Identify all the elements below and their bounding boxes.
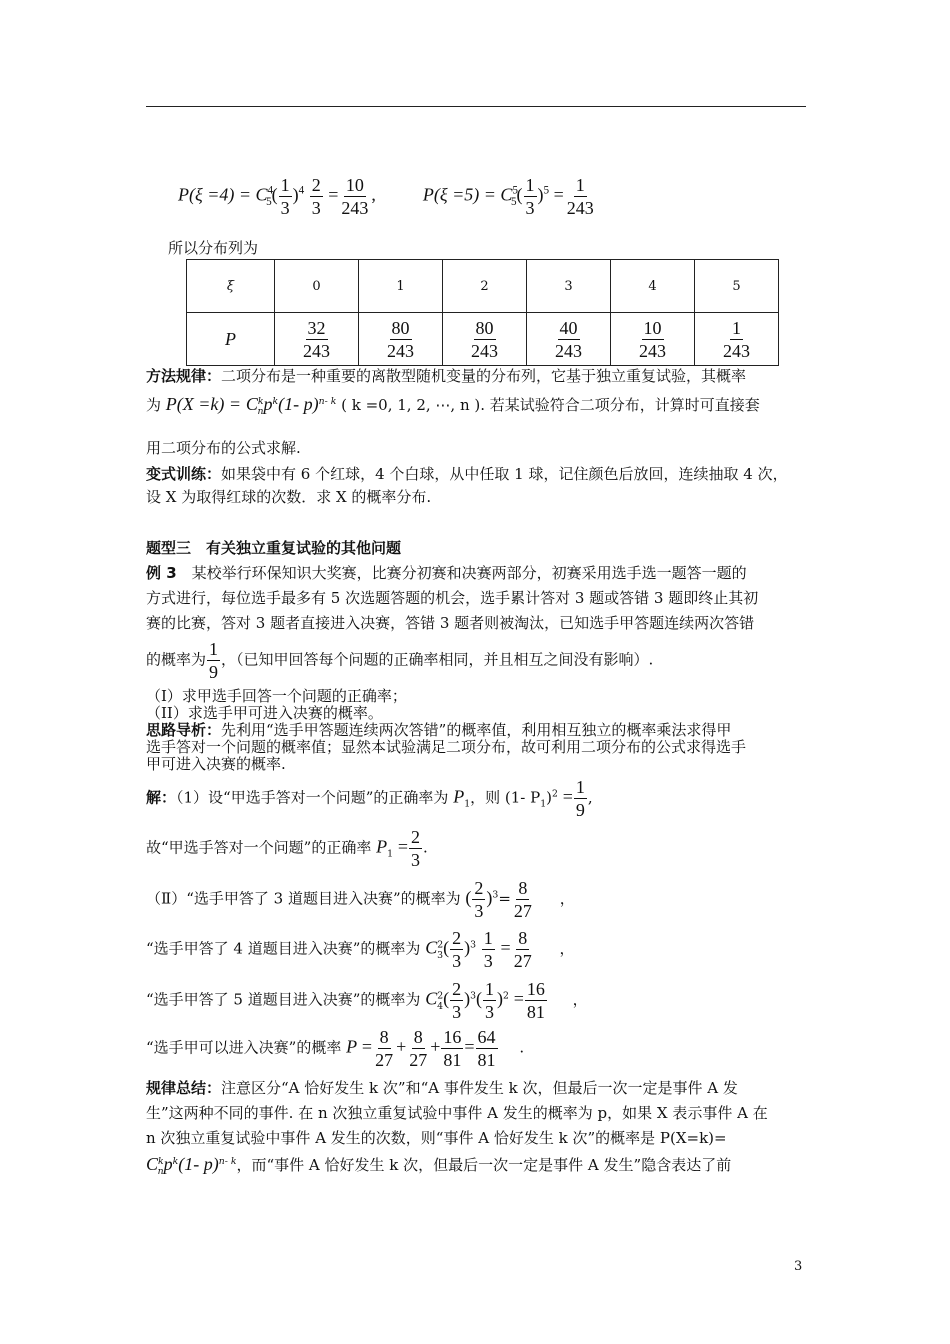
variant-line2: 设 X 为取得红球的次数．求 X 的概率分布. (146, 488, 432, 506)
table-row (187, 260, 779, 313)
analysis-label: 思路导析： (146, 721, 222, 739)
solution-label: 解： (146, 788, 177, 807)
fraction: $\frac{2}{3}$ (410, 827, 420, 870)
fraction: $\frac{64}{81}$ (477, 1027, 496, 1070)
solution-line5: “选手甲答了 5 道题目进入决赛”的概率为 $C^2_4$( $\frac{2}{3}$ )$^3$( $\frac{1}{3}$ )$^2$ = $\frac{16}{81}$ ， (146, 979, 588, 1022)
summary-line3: n 次独立重复试验中事件 A 发生的次数，则“事件 A 恰好发生 k 次”的概率是 P(X=k)= (146, 1129, 727, 1147)
p-value: $\frac{40}{243}$ (527, 313, 611, 366)
example-label: 例 3 (146, 564, 177, 582)
header-rule (146, 106, 806, 107)
method-label: 方法规律： (146, 367, 222, 385)
p-value: $\frac{80}{243}$ (359, 313, 443, 366)
fraction: $\frac{8}{27}$ (375, 1027, 394, 1070)
xi-value: 5 (695, 260, 779, 313)
fraction: $\frac{2}{3}$ (452, 928, 462, 971)
fraction: $\frac{10}{243}$ (341, 175, 369, 218)
fraction: $\frac{8}{27}$ (513, 878, 532, 921)
summary-label: 规律总结： (146, 1079, 222, 1097)
analysis-line1: 思路导析：先利用“选手甲答题连续两次答错”的概率值，利用相互独立的概率乘法求得甲 (146, 721, 732, 739)
fraction: $\frac{16}{81}$ (443, 1027, 462, 1070)
example-line3: 赛的比赛，答对 3 题者直接进入决赛，答错 3 题者则被淘汰，已知选手甲答题连续两次答错 (146, 614, 755, 632)
fraction: $\frac{1}{243}$ (566, 175, 594, 218)
p-value: $\frac{10}{243}$ (611, 313, 695, 366)
summary-line2: 生”这两种不同的事件. 在 n 次独立重复试验中事件 A 发生的概率为 p，如果 X 表示事件 A 在 (146, 1104, 768, 1122)
solution-line1: 解：（1）设“甲选手答对一个问题”的正确率为 $P_1$，则 (1- $P_1)^2$ = $\frac{1}{9}$ , (146, 777, 593, 820)
method-line2: 为 $P(X =k) = C^k_np^k(1-$ p)$^{n- k}$ ( k =0, 1, 2, ⋯, n ). 若某试验符合二项分布，计算时可直接套 (146, 394, 760, 417)
solution-line2: 故“甲选手答对一个问题”的正确率 $P_1$ = $\frac{2}{3}$ . (146, 827, 428, 870)
fraction: $\frac{2}{3}$ (474, 878, 484, 921)
xi-value: 4 (611, 260, 695, 313)
solution-line4: “选手甲答了 4 道题目进入决赛”的概率为 $C^2_3$( $\frac{2}{3}$ )$^3$ $\frac{1}{3}$ = $\frac{8}{27}$ ， (146, 928, 575, 971)
fraction: $\frac{1}{3}$ (280, 175, 290, 218)
formula-line: $P(\xi =4) = C^4_5$( $\frac{1}{3}$ )$^4$ $\frac{2}{3}$ = $\frac{10}{243}$ , $P(\xi =5) = C^5_5$( $\frac{1}{3}$ )$^5$ = $\frac{1}{243}$ (178, 175, 594, 218)
method-line3: 用二项分布的公式求解. (146, 439, 301, 457)
table-row (187, 313, 779, 366)
xi-value: 3 (527, 260, 611, 313)
header-xi: ξ (187, 260, 275, 313)
method-line1: 方法规律：二项分布是一种重要的离散型随机变量的分布列，它基于独立重复试验，其概率 (146, 367, 747, 385)
fraction: $\frac{8}{27}$ (409, 1027, 428, 1070)
fraction: $\frac{8}{27}$ (513, 928, 532, 971)
example-line1: 例 3 某校举行环保知识大奖赛，比赛分初赛和决赛两部分，初赛采用选手选一题答一题的 (146, 564, 747, 582)
question-1: （I）求甲选手回答一个问题的正确率； (146, 687, 407, 705)
summary-line4: $C^k_np^k(1-$ p)$^{n- k}$，而“事件 A 恰好发生 k 次，但最后一次一定是事件 A 发生”隐含表达了前 (146, 1154, 732, 1177)
example-line2: 方式进行，每位选手最多有 5 次选题答题的机会，选手累计答对 3 题或答错 3 题即终止其初 (146, 589, 759, 607)
fraction: $\frac{16}{81}$ (526, 979, 545, 1022)
fraction: $\frac{1}{3}$ (483, 928, 493, 971)
example-line4: 的概率为 $\frac{1}{9}$ ，（已知甲回答每个问题的正确率相同，并且相互之间没有影响）. (146, 639, 654, 682)
analysis-line3: 甲可进入决赛的概率. (146, 755, 286, 773)
xi-value: 2 (443, 260, 527, 313)
fraction: $\frac{2}{3}$ (452, 979, 462, 1022)
xi-value: 1 (359, 260, 443, 313)
distribution-table (186, 259, 779, 366)
fraction: $\frac{1}{3}$ (484, 979, 494, 1022)
analysis-line2: 选手答对一个问题的概率值；显然本试验满足二项分布，故可利用二项分布的公式求得选手 (146, 738, 747, 756)
dist-intro: 所以分布列为 (168, 239, 259, 257)
fraction: $\frac{2}{3}$ (311, 175, 321, 218)
header-p: P (187, 313, 275, 366)
solution-line3: （Ⅱ）“选手甲答了 3 道题目进入决赛”的概率为 ( $\frac{2}{3}$ )$^3$= $\frac{8}{27}$ ， (146, 878, 575, 921)
fraction: $\frac{1}{9}$ (575, 777, 585, 820)
variant-line1: 变式训练：如果袋中有 6 个红球，4 个白球，从中任取 1 球，记住颜色后放回，连续抽取 4 次， (146, 465, 788, 483)
p-value: $\frac{80}{243}$ (443, 313, 527, 366)
fraction: $\frac{1}{3}$ (525, 175, 535, 218)
page-number: 3 (794, 1259, 803, 1274)
variant-label: 变式训练： (146, 465, 222, 483)
question-2: （II）求选手甲可进入决赛的概率。 (146, 704, 383, 722)
summary-line1: 规律总结：注意区分“A 恰好发生 k 次”和“A 事件发生 k 次，但最后一次一定是事件 A 发 (146, 1079, 738, 1097)
xi-value: 0 (275, 260, 359, 313)
p-value: $\frac{32}{243}$ (275, 313, 359, 366)
section-title: 题型三 有关独立重复试验的其他问题 (146, 539, 402, 557)
solution-line6: “选手甲可以进入决赛”的概率 P = $\frac{8}{27}$ + $\frac{8}{27}$ + $\frac{16}{81}$ = $\frac{64}{81}$ . (146, 1027, 525, 1070)
p-value: $\frac{1}{243}$ (695, 313, 779, 366)
fraction: $\frac{1}{9}$ (209, 639, 219, 682)
